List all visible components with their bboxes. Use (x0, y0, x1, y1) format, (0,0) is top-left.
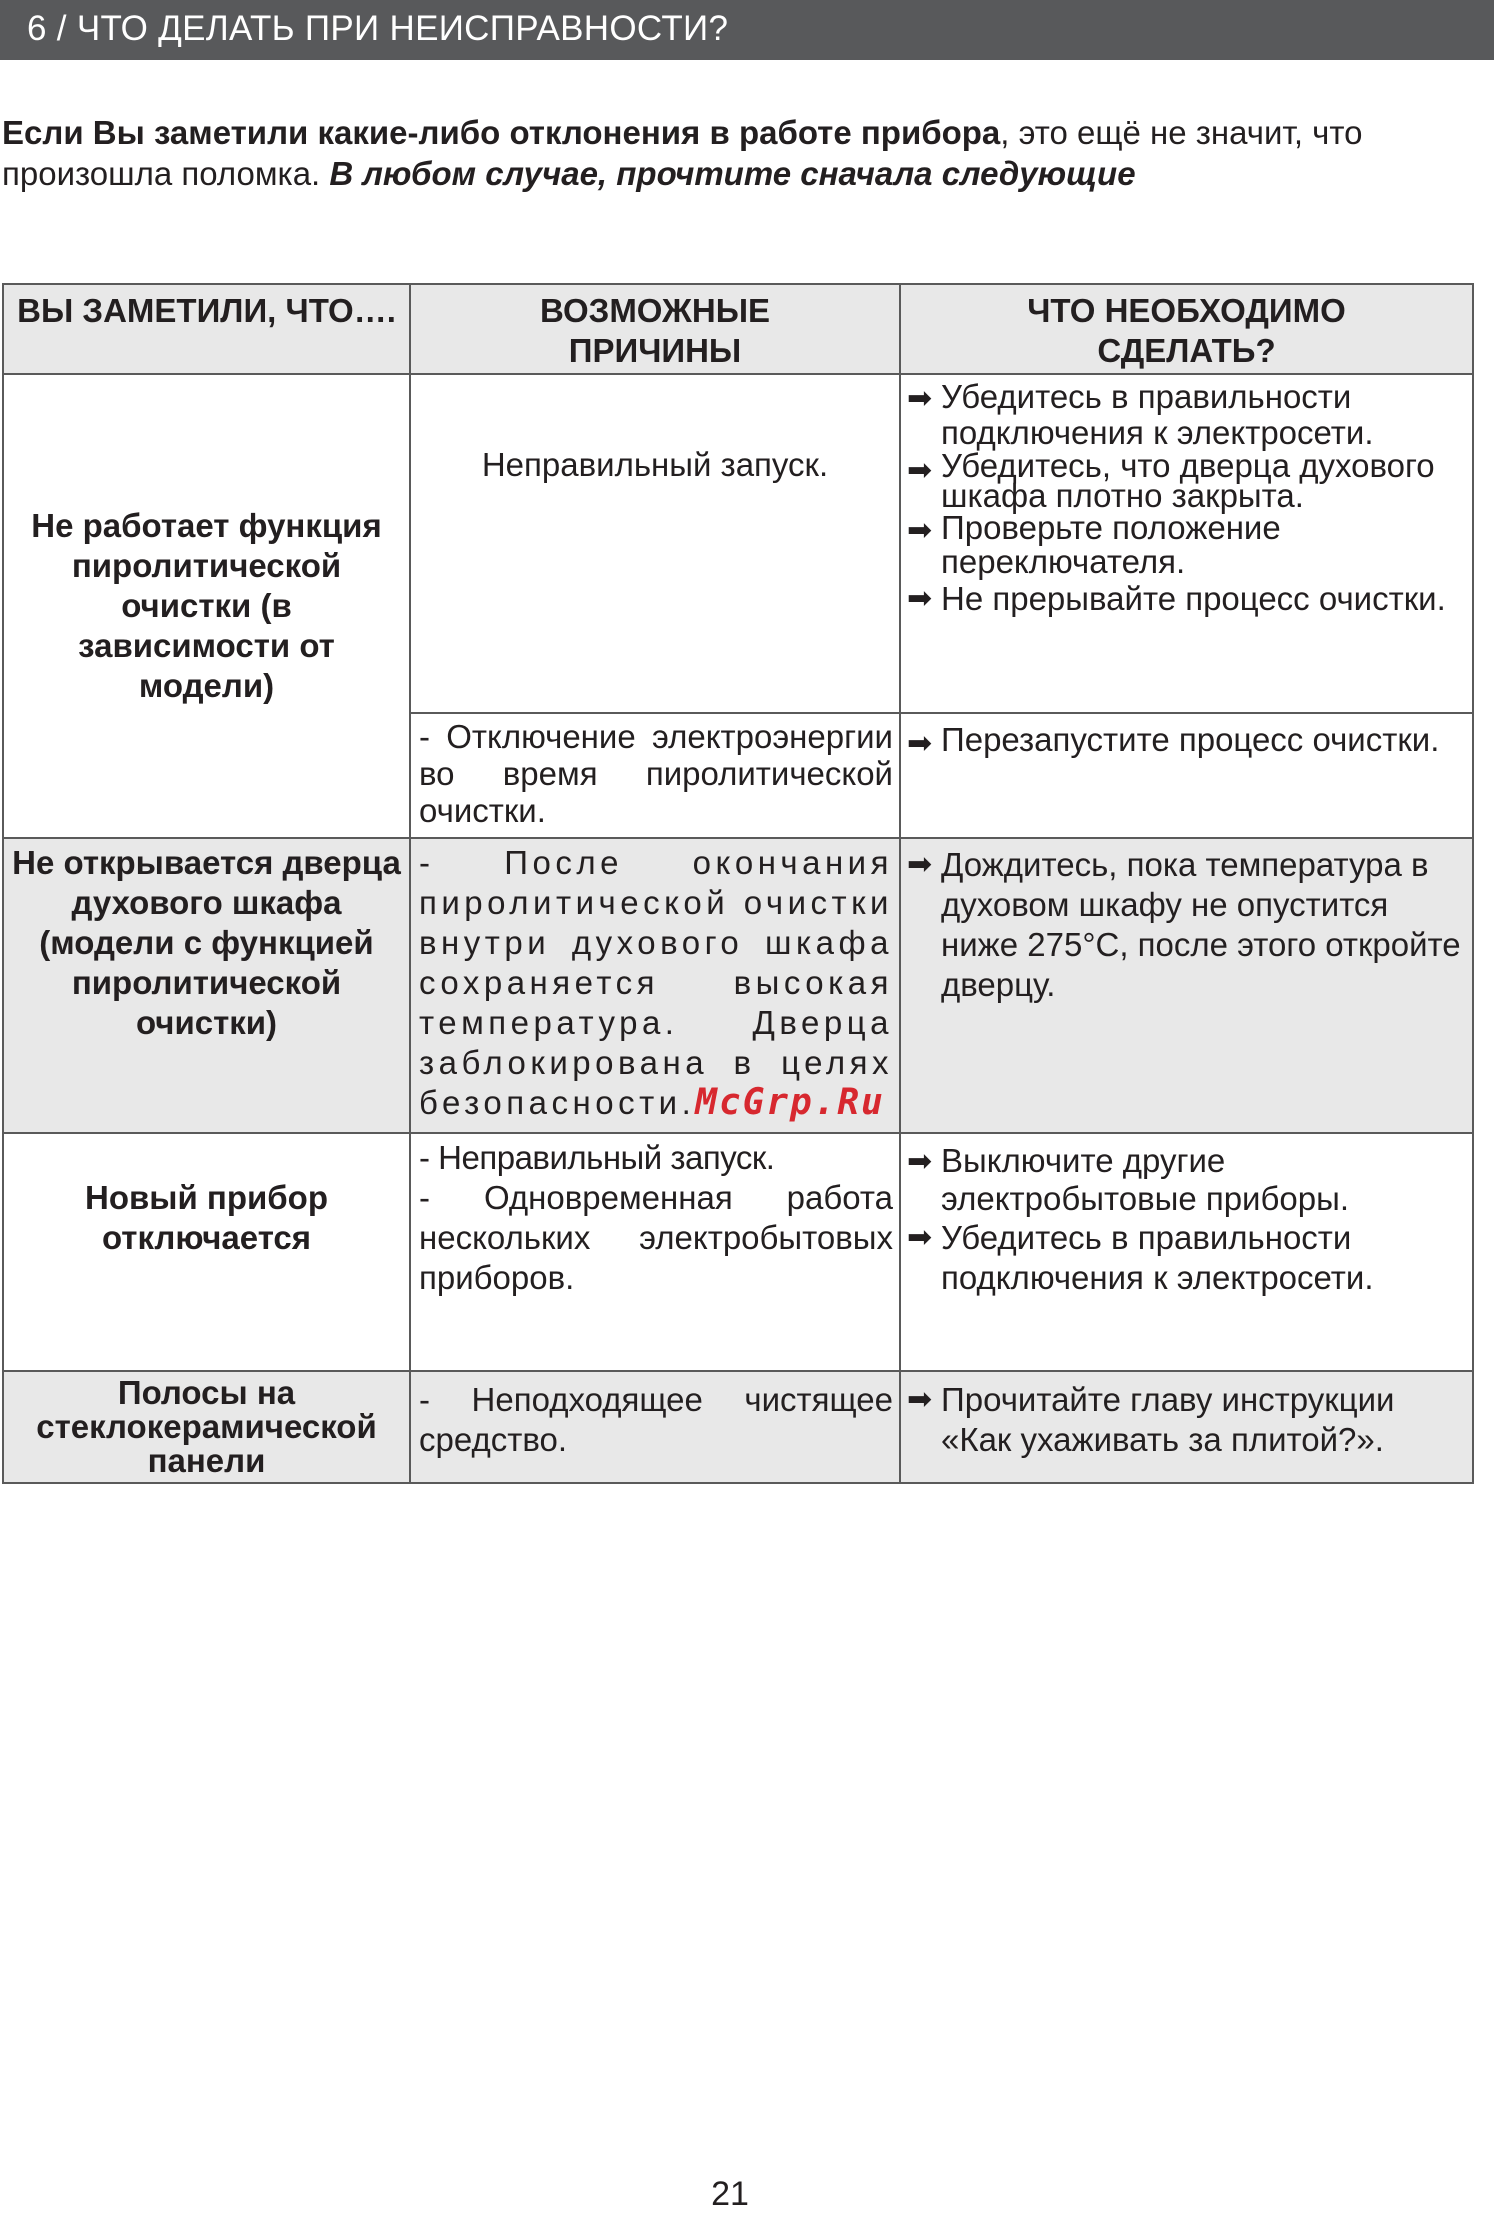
action-text: Дождитесь, пока температура в духовом шкафу не опустится ниже 275°C, после этого откройте дверцу. (941, 846, 1461, 1003)
action-text: Перезапустите процесс очистки. (941, 721, 1440, 758)
symptom-text: Не открывается дверца духового шкафа (модели с функцией пиролитической очистки) (12, 844, 401, 1041)
right-arrow-icon: ➡ (907, 848, 933, 881)
right-arrow-icon: ➡ (907, 727, 933, 760)
action-text: Убедитесь, что дверца духового шкафа плотно закрыта. (941, 447, 1435, 514)
cause-text: - Неправильный запуск. (419, 1139, 775, 1176)
table-row-cause (409, 1132, 901, 1372)
right-arrow-icon: ➡ (907, 454, 933, 487)
intro-normal: , это ещё не значит, что произошла поломка. (2, 114, 1363, 192)
action-item (907, 1218, 1464, 1298)
action-text: Прочитайте главу инструкции «Как ухаживать за плитой?». (941, 1381, 1395, 1458)
right-arrow-icon: ➡ (907, 1383, 933, 1416)
table-row-cause (409, 837, 901, 1134)
header-text: ЧТО НЕОБХОДИМО СДЕЛАТЬ? (1027, 292, 1346, 369)
right-arrow-icon: ➡ (907, 582, 933, 615)
symptom-text: Новый прибор отключается (85, 1179, 328, 1256)
right-arrow-icon: ➡ (907, 1145, 933, 1178)
table-row-action (899, 373, 1474, 714)
action-text: Убедитесь в правильности подключения к электросети. (941, 378, 1374, 451)
table-row-action (899, 1132, 1474, 1372)
section-header (0, 0, 1494, 60)
table-row-symptom (2, 1370, 411, 1484)
intro-bold: Если Вы заметили какие-либо отклонения в работе прибора (2, 114, 1001, 151)
right-arrow-icon: ➡ (907, 514, 933, 547)
watermark-text: McGrp.Ru (695, 1082, 885, 1123)
table-header-actions (899, 283, 1474, 375)
cause-text: - Неподходящее чистящее средство. (419, 1381, 893, 1458)
action-item (907, 447, 1464, 514)
right-arrow-icon: ➡ (907, 1221, 933, 1254)
action-item (907, 1380, 1464, 1460)
table-row-symptom (2, 1132, 411, 1372)
symptom-text: Не работает функция пиролитической очистки (в зависимости от модели) (31, 507, 382, 704)
action-item (907, 1142, 1464, 1218)
action-item (907, 721, 1464, 764)
page-number: 21 (711, 2175, 749, 2213)
right-arrow-icon: ➡ (907, 382, 933, 415)
table-header-noticed (2, 283, 411, 375)
section-title: 6 / ЧТО ДЕЛАТЬ ПРИ НЕИСПРАВНОСТИ? (27, 9, 729, 48)
table-row-action (899, 1370, 1474, 1484)
action-item (907, 845, 1464, 1005)
action-text: Убедитесь в правильности подключения к электросети. (941, 1219, 1374, 1296)
table-row-action (899, 837, 1474, 1134)
intro-bold-italic: В любом случае, прочтите сначала следующие (329, 155, 1136, 192)
table-row-symptom (2, 837, 411, 1134)
header-text: ВОЗМОЖНЫЕ ПРИЧИНЫ (539, 292, 771, 369)
cause-body: - После окончания пиролитической очистки внутри духового шкафа сохраняется высокая температура. Дверца заблокирована в целях безопасности. (419, 844, 893, 1121)
action-item (907, 511, 1464, 579)
cause-text: - Одновременная работа нескольких электробытовых приборов. (419, 1179, 893, 1296)
header-text: ВЫ ЗАМЕТИЛИ, ЧТО…. (17, 292, 396, 329)
action-text: Проверьте положение переключателя. (941, 509, 1281, 580)
action-text: Не прерывайте процесс очистки. (941, 580, 1446, 617)
table-header-causes (409, 283, 901, 375)
table-row-cause (409, 1370, 901, 1484)
cause-text (419, 843, 893, 1123)
action-item (907, 379, 1464, 451)
table-row-action (899, 712, 1474, 839)
cause-text: - Отключение электроэнергии во время пиролитической очистки. (419, 718, 893, 829)
cause-text: Неправильный запуск. (481, 446, 829, 483)
action-text: Выключите другие электробытовые приборы. (941, 1142, 1349, 1217)
table-row-cause (409, 373, 901, 714)
table-row-cause (409, 712, 901, 839)
symptom-text: Полосы на стеклокерамической панели (36, 1374, 377, 1479)
action-item (907, 579, 1464, 619)
intro-paragraph (2, 112, 1472, 194)
table-row-symptom (2, 373, 411, 839)
